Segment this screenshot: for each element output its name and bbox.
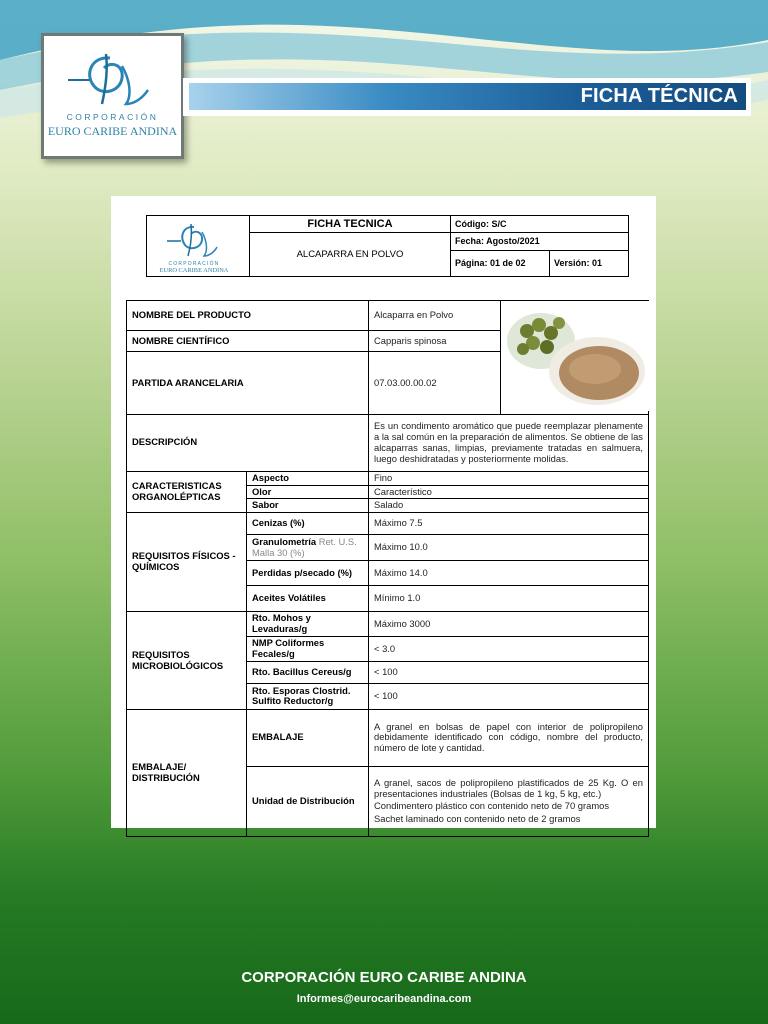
value-nombre-producto: Alcaparra en Polvo [369, 301, 501, 331]
name-olor: Olor [247, 485, 369, 499]
table-row [127, 612, 649, 637]
name-sabor: Sabor [247, 499, 369, 513]
doc-header-fecha: Fecha: Agosto/2021 [451, 233, 629, 250]
company-logo [41, 33, 184, 159]
euro-caribe-logo-mark-icon [62, 46, 162, 112]
unidad-line: A granel, sacos de polipropileno plastificados de 25 Kg. O en presentaciones industriales (Bolsas de 1 kg, 5 kg, etc.) [374, 776, 643, 799]
small-logo-word2: EURO CARIBE ANDINA [159, 267, 229, 274]
value-olor: Característico [369, 485, 649, 499]
table-row [127, 471, 649, 485]
name-granulometria [247, 535, 369, 561]
label-organolepticas: CARACTERISTICAS ORGANOLÉPTICAS [127, 471, 247, 512]
value-aspecto: Fino [369, 471, 649, 485]
label-partida: PARTIDA ARANCELARIA [127, 352, 369, 415]
doc-header-version: Versión: 01 [550, 250, 629, 276]
page-title: FICHA TÉCNICA [580, 85, 738, 107]
doc-header-pagina: Página: 01 de 02 [451, 250, 550, 276]
value-descripcion: Es un condimento aromático que puede reemplazar plenamente a la sal común en la preparación de alimentos. Se obtiene de las alcaparras sanas, limpias, previamente tratadas en salmuera, luego deshidratadas y posteriormente molidas. [369, 414, 649, 471]
value-embalaje: A granel en bolsas de papel con interior de polipropileno debidamente identificado con código, nombre del producto, número de lote y cantidad. [369, 709, 649, 766]
name-embalaje: EMBALAJE [247, 709, 369, 766]
name-coliformes: NMP Coliformes Fecales/g [247, 637, 369, 662]
label-nombre-cientifico: NOMBRE CIENTÍFICO [127, 330, 369, 352]
table-row [127, 301, 649, 331]
name-bacillus: Rto. Bacillus Cereus/g [247, 661, 369, 683]
value-sabor: Salado [369, 499, 649, 513]
label-fisico-quimicos: REQUISITOS FÍSICOS - QUÍMICOS [127, 513, 247, 612]
label-microbiologicos: REQUISITOS MICROBIOLÓGICOS [127, 612, 247, 710]
value-perdidas: Máximo 14.0 [369, 561, 649, 586]
capers-and-powder-photo-icon [501, 301, 649, 411]
value-partida: 07.03.00.00.02 [369, 352, 501, 415]
name-granulometria-main: Granulometría [252, 535, 317, 547]
name-cenizas: Cenizas (%) [247, 513, 369, 535]
name-mohos: Rto. Mohos y Levaduras/g [247, 612, 369, 637]
doc-header-title: FICHA TECNICA [250, 216, 451, 233]
doc-header-logo [147, 216, 250, 277]
name-aspecto: Aspecto [247, 471, 369, 485]
label-descripcion: DESCRIPCIÓN [127, 414, 369, 471]
name-aceites: Aceites Volátiles [247, 586, 369, 612]
logo-word-corporacion: CORPORACIÓN [66, 112, 159, 122]
name-unidad-distribucion: Unidad de Distribución [247, 766, 369, 836]
small-logo-icon [149, 219, 239, 275]
unidad-line: Condimentero plástico con contenido neto de 70 gramos [374, 800, 610, 812]
value-aceites: Mínimo 1.0 [369, 586, 649, 612]
product-image [501, 301, 649, 415]
value-nombre-cientifico: Capparis spinosa [369, 330, 501, 352]
logo-word-company: EURO CARIBE ANDINA [47, 124, 178, 138]
table-row [127, 414, 649, 471]
name-perdidas: Perdidas p/secado (%) [247, 561, 369, 586]
footer-email-link[interactable]: Informes@eurocaribeandina.com [296, 993, 472, 1005]
value-unidad-distribucion [369, 766, 649, 836]
value-cenizas: Máximo 7.5 [369, 513, 649, 535]
name-esporas: Rto. Esporas Clostrid. Sulfito Reductor/g [247, 683, 369, 709]
doc-header-codigo: Código: S/C [451, 216, 629, 233]
footer-company-name: CORPORACIÓN EURO CARIBE ANDINA [241, 969, 527, 986]
value-bacillus: < 100 [369, 661, 649, 683]
table-row [127, 513, 649, 535]
value-mohos: Máximo 3000 [369, 612, 649, 637]
unidad-line: Sachet laminado con contenido neto de 2 gramos [374, 813, 581, 825]
document-header-table [146, 215, 629, 277]
value-esporas: < 100 [369, 683, 649, 709]
spec-table [126, 300, 649, 837]
value-granulometria: Máximo 10.0 [369, 535, 649, 561]
value-coliformes: < 3.0 [369, 637, 649, 662]
doc-header-product: ALCAPARRA EN POLVO [250, 233, 451, 277]
label-embalaje-distribucion: EMBALAJE/ DISTRIBUCIÓN [127, 709, 247, 836]
label-nombre-producto: NOMBRE DEL PRODUCTO [127, 301, 369, 331]
small-logo-word1: CORPORACIÓN [168, 261, 220, 267]
name-granulometria-extra: Ret. U.S. Malla 30 (%) [252, 535, 357, 558]
table-row [127, 709, 649, 766]
